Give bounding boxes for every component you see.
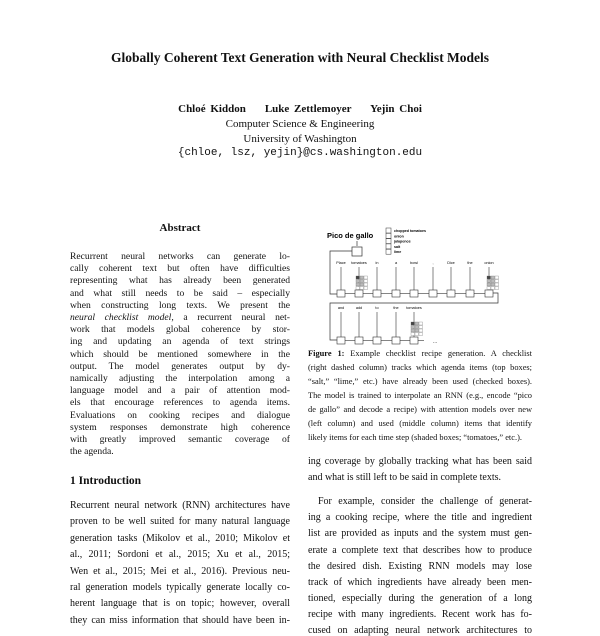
caption-line	[308, 349, 532, 358]
caption-label: Figure 1:	[308, 349, 345, 358]
generated-word: ,	[432, 261, 434, 265]
generated-word: onion	[484, 261, 494, 265]
abstract-heading: Abstract	[159, 222, 201, 234]
attention-cell	[419, 333, 423, 336]
generated-word: bowl	[410, 261, 418, 265]
rnn-cell	[392, 337, 400, 344]
rnn-cell	[466, 290, 474, 297]
attention-cell	[364, 276, 368, 279]
attention-cell	[364, 283, 368, 286]
generated-word: Dice	[447, 261, 455, 265]
agenda-item: lime	[394, 250, 402, 255]
attention-cell	[491, 287, 495, 290]
abstract-line: with greatly improved semantic coverage of	[70, 434, 290, 445]
text-line: Recurrent neural network (RNN) architectures have	[70, 500, 290, 511]
author-emails: {chloe, lsz, yejin}@cs.washington.edu	[177, 147, 423, 159]
agenda-box	[386, 228, 391, 233]
attention-cell	[411, 333, 415, 336]
text-line: al., 2011; Sordoni et al., 2015; Xu et al., 2015;	[70, 549, 290, 561]
text-line: proven to be well suited for many natural language	[70, 516, 290, 528]
abstract-line: output. The model generates output by dy-	[70, 360, 290, 372]
text-line: ing a cooking recipe, where the title and ingredient	[308, 512, 532, 523]
attention-cell	[411, 329, 415, 332]
attention-cell	[491, 280, 495, 283]
rnn-cell	[485, 290, 493, 297]
caption-line: likely items for each time step (shaded boxes; “tomatoes,” etc.).	[308, 433, 522, 442]
agenda-item: onion	[394, 234, 404, 239]
generated-word: tomatoes	[406, 306, 422, 310]
generated-word: add	[355, 306, 363, 310]
author: Chloé Kiddon	[178, 103, 246, 115]
affiliation-univ: University of Washington	[243, 133, 357, 145]
rnn-cell	[337, 337, 345, 344]
abstract-line: cally coherent text but often have difficulties	[70, 263, 290, 275]
attention-cell	[356, 280, 360, 283]
text-line: ing coverage by globally tracking what has been said	[308, 456, 532, 467]
abstract-line: language model and a pair of attention mod-	[70, 385, 290, 397]
text-line: For example, consider the challenge of generat-	[318, 496, 532, 507]
attention-cell	[411, 322, 415, 325]
paper-title: Globally Coherent Text Generation with Neural Checklist Models	[110, 50, 490, 65]
abstract-line: which should be mentioned somewhere in the	[70, 348, 290, 360]
rnn-cell	[392, 290, 400, 297]
text-line: and what is still left to be said in complete texts.	[308, 472, 502, 483]
text-line: the desired dish. Existing RNN models may lose	[308, 561, 532, 572]
rnn-cell	[410, 290, 418, 297]
attention-cell	[364, 287, 368, 290]
attention-cell	[415, 326, 419, 329]
abstract-line: representing what has already been generated	[70, 275, 290, 287]
author: Yejin Choi	[370, 103, 422, 115]
text-line: track of which ingredients have already been men-	[308, 577, 532, 588]
caption-line: “salt,” “lime,” etc.) have already been used (checked boxes).	[308, 377, 532, 386]
attention-cell	[360, 280, 364, 283]
attention-cell	[487, 287, 491, 290]
generated-word: and	[337, 306, 345, 310]
text-line: ral generation models typically generate locally co-	[70, 582, 290, 593]
rnn-cell	[429, 290, 437, 297]
attention-cell	[411, 326, 415, 329]
abstract-line: Evaluations on cooking recipes and dialogue	[70, 409, 290, 421]
rnn-cell	[447, 290, 455, 297]
generated-word: the	[467, 261, 473, 265]
rnn-cell	[355, 290, 363, 297]
attention-cell	[360, 283, 364, 286]
attention-cell	[491, 283, 495, 286]
attention-cell	[495, 276, 499, 279]
rnn-cell	[337, 290, 345, 297]
generated-word: a	[394, 261, 398, 265]
attention-cell	[419, 329, 423, 332]
affiliation-dept: Computer Science & Engineering	[225, 118, 375, 130]
abstract-line: system responses demonstrate high coherence	[70, 421, 290, 433]
attention-cell	[415, 329, 419, 332]
figure-title-input: Pico de gallo	[327, 231, 374, 240]
text-line: list are provided as inputs and the system must gen-	[308, 528, 532, 539]
generated-word: to	[375, 306, 379, 310]
attention-cell	[419, 326, 423, 329]
author: Luke Zettlemoyer	[264, 103, 352, 115]
text-line: they can miss information that should have been in-	[70, 614, 290, 626]
text-line: Wen et al., 2015; Mei et al., 2016). Previous neu-	[70, 565, 290, 577]
caption-line: de gallo” and decode a recipe) with attention models over new	[308, 405, 532, 414]
caption-line: (right dashed column) tracks which agenda items (top boxes;	[308, 363, 532, 372]
text-line: recipe with many ingredients. Recent work has fo-	[308, 609, 532, 620]
text-line: herent language that is on topic; however, overall	[70, 598, 290, 610]
generated-word: the	[393, 306, 399, 310]
agenda-box	[386, 249, 391, 254]
caption-line: The model is trained to interpolate an RNN (e.g., encode “pico	[308, 391, 532, 400]
attention-cell	[487, 283, 491, 286]
abstract-line: work that models global coherence by stor-	[70, 324, 290, 336]
caption-line: (left column) and used (middle column) items that identify	[308, 419, 532, 428]
agenda-box	[386, 244, 391, 249]
generated-word: in	[375, 261, 379, 265]
attention-cell	[491, 276, 495, 279]
agenda-item: jalapenos	[394, 239, 411, 244]
attention-cell	[356, 276, 360, 279]
italic-term: neural checklist model	[70, 312, 172, 323]
attention-cell	[495, 280, 499, 283]
abstract-line: neural checklist model, a recurrent neural net-	[70, 312, 290, 323]
section-heading-introduction: 1 Introduction	[70, 475, 142, 487]
caption-text: Example checklist recipe generation. A checklist	[344, 349, 532, 358]
attention-cell	[356, 287, 360, 290]
attention-cell	[487, 276, 491, 279]
agenda-item: salt	[394, 244, 401, 249]
generated-word: Place	[336, 261, 346, 265]
text-line: cused on adapting neural network architectures to	[308, 625, 532, 636]
abstract-line: namically adjusting the interpolation among a	[70, 373, 290, 384]
encoder-box	[352, 247, 362, 256]
abstract-line: the agenda.	[70, 446, 114, 458]
attention-cell	[495, 283, 499, 286]
rnn-cell	[355, 337, 363, 344]
abstract-line: when constructing long texts. We present the	[70, 299, 290, 311]
rnn-cell	[410, 337, 418, 344]
attention-cell	[419, 322, 423, 325]
attention-cell	[356, 283, 360, 286]
text-line: tioned, especially during the generation of a long	[308, 593, 532, 604]
abstract-line: and what still needs to be said – especially	[70, 287, 290, 299]
attention-cell	[495, 287, 499, 290]
agenda-box	[386, 233, 391, 238]
attention-cell	[364, 280, 368, 283]
attention-cell	[415, 322, 419, 325]
text-line: erate a complete text that describes how to produce	[308, 545, 532, 556]
agenda-box	[386, 239, 391, 244]
abstract-line: ing and updating an agenda of text strings	[70, 336, 290, 348]
agenda-item: chopped tomatoes	[394, 229, 426, 233]
abstract-line: els that encourage references to agenda items.	[70, 397, 290, 409]
attention-cell	[415, 333, 419, 336]
attention-cell	[360, 287, 364, 290]
rnn-cell	[373, 290, 381, 297]
text-line: generation tasks (Mikolov et al., 2010; Mikolov et	[70, 532, 290, 544]
attention-cell	[487, 280, 491, 283]
ellipsis: ...	[433, 339, 438, 345]
abstract-line: Recurrent neural networks can generate lo-	[70, 251, 290, 262]
rnn-cell	[373, 337, 381, 344]
generated-word: tomatoes	[351, 261, 367, 265]
attention-cell	[360, 276, 364, 279]
